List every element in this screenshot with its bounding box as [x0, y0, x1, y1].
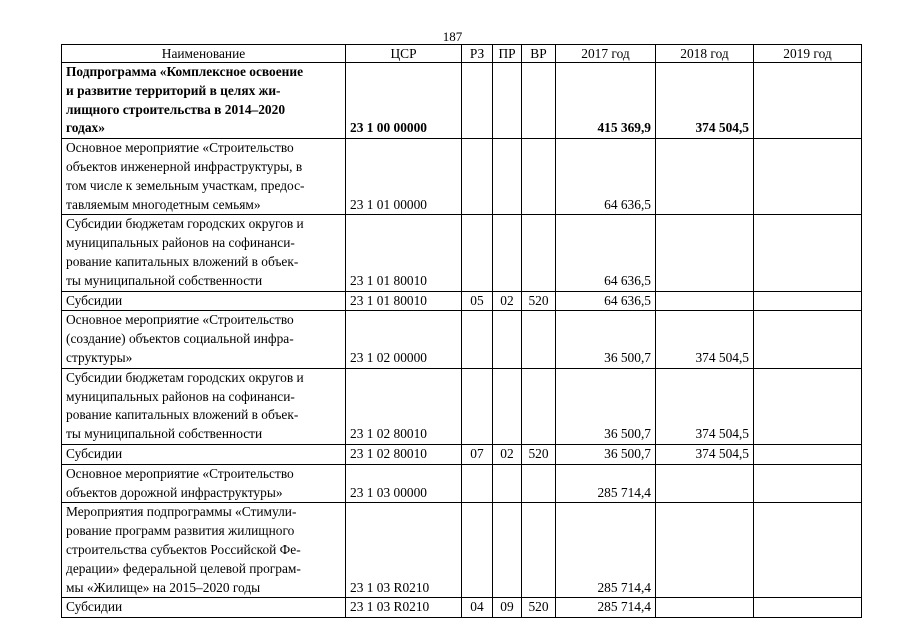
row-2017: 285 714,4 [556, 598, 656, 618]
row-name [62, 291, 346, 311]
page-number: 187 [442, 29, 463, 44]
header-name: Наименование [62, 45, 346, 63]
row-vr [522, 464, 556, 503]
row-2019 [754, 444, 862, 464]
row-name-line: рование капитальных вложений в объек- [66, 407, 299, 423]
row-rz [462, 63, 493, 139]
row-2017: 36 500,7 [556, 368, 656, 444]
row-name-line: рование капитальных вложений в объек- [66, 253, 299, 269]
row-rz: 07 [462, 444, 493, 464]
row-pr [493, 503, 522, 598]
row-rz [462, 139, 493, 215]
row-csr: 23 1 03 R0210 [346, 503, 462, 598]
row-2019 [754, 598, 862, 618]
row-name-line: годах» [66, 120, 105, 136]
header-2017: 2017 год [556, 45, 656, 63]
row-vr: 520 [522, 444, 556, 464]
row-2018 [656, 503, 754, 598]
row-csr: 23 1 01 80010 [346, 291, 462, 311]
row-rz [462, 464, 493, 503]
row-2017: 64 636,5 [556, 139, 656, 215]
row-2019 [754, 464, 862, 503]
row-name [62, 63, 346, 139]
row-name-line: строительства субъектов Российской Фе- [66, 541, 301, 557]
table-row [62, 503, 862, 598]
row-csr: 23 1 01 00000 [346, 139, 462, 215]
row-csr: 23 1 00 00000 [346, 63, 462, 139]
row-2017: 415 369,9 [556, 63, 656, 139]
row-2018 [656, 139, 754, 215]
budget-table [61, 44, 862, 618]
row-2019 [754, 368, 862, 444]
row-name [62, 368, 346, 444]
row-csr: 23 1 01 80010 [346, 215, 462, 291]
table-row [62, 63, 862, 139]
row-name-line: дерации» федеральной целевой програм- [66, 560, 301, 576]
row-vr [522, 139, 556, 215]
row-name-line: мы «Жилище» на 2015–2020 годы [66, 579, 261, 595]
table-row [62, 311, 862, 368]
row-2018: 374 504,5 [656, 63, 754, 139]
row-2017: 64 636,5 [556, 291, 656, 311]
table-row [62, 139, 862, 215]
row-name-line: структуры» [66, 349, 133, 365]
row-2018: 374 504,5 [656, 444, 754, 464]
row-name-line: тавляемым многодетным семьям» [66, 196, 261, 212]
row-2017: 64 636,5 [556, 215, 656, 291]
row-2019 [754, 63, 862, 139]
row-2018 [656, 464, 754, 503]
row-2017: 36 500,7 [556, 311, 656, 368]
row-pr: 02 [493, 291, 522, 311]
row-name [62, 139, 346, 215]
row-vr: 520 [522, 598, 556, 618]
row-pr: 09 [493, 598, 522, 618]
row-2019 [754, 311, 862, 368]
row-name-line: Подпрограмма «Комплексное освоение [66, 64, 304, 79]
row-name-line: объектов дорожной инфраструктуры» [66, 484, 283, 500]
row-2017: 285 714,4 [556, 464, 656, 503]
table-row [62, 598, 862, 618]
row-2019 [754, 215, 862, 291]
row-2017: 285 714,4 [556, 503, 656, 598]
row-name-line: Субсидии [66, 445, 123, 461]
row-name [62, 444, 346, 464]
row-name-line: Субсидии бюджетам городских округов и [66, 216, 304, 232]
row-name [62, 311, 346, 368]
row-csr: 23 1 02 80010 [346, 444, 462, 464]
table-header-row [62, 45, 862, 63]
row-name-line: муниципальных районов на софинанси- [66, 235, 295, 251]
row-pr: 02 [493, 444, 522, 464]
row-name-line: ты муниципальной собственности [66, 272, 263, 288]
row-rz [462, 503, 493, 598]
row-vr [522, 368, 556, 444]
table-row [62, 464, 862, 503]
table-row [62, 291, 862, 311]
row-pr [493, 368, 522, 444]
row-vr [522, 311, 556, 368]
header-2019: 2019 год [754, 45, 862, 63]
row-name [62, 464, 346, 503]
row-name-line: и развитие территорий в целях жи- [66, 82, 281, 98]
row-name-line: лищного строительства в 2014–2020 [66, 101, 286, 117]
table-row [62, 444, 862, 464]
row-vr: 520 [522, 291, 556, 311]
table-row [62, 215, 862, 291]
header-2018: 2018 год [656, 45, 754, 63]
row-name [62, 503, 346, 598]
row-name-line: Субсидии [66, 292, 123, 308]
row-name-line: объектов инженерной инфраструктуры, в [66, 158, 303, 174]
row-pr [493, 63, 522, 139]
row-name-line: том числе к земельным участкам, предос- [66, 177, 305, 193]
row-name-line: (создание) объектов социальной инфра- [66, 331, 294, 347]
row-csr: 23 1 02 00000 [346, 311, 462, 368]
row-2018 [656, 215, 754, 291]
row-rz [462, 215, 493, 291]
row-2019 [754, 139, 862, 215]
row-rz [462, 311, 493, 368]
row-rz: 04 [462, 598, 493, 618]
row-2018: 374 504,5 [656, 311, 754, 368]
row-name-line: Субсидии [66, 599, 123, 615]
row-pr [493, 139, 522, 215]
row-name-line: ты муниципальной собственности [66, 426, 263, 442]
row-2019 [754, 503, 862, 598]
row-pr [493, 464, 522, 503]
row-2018 [656, 598, 754, 618]
row-name-line: рование программ развития жилищного [66, 523, 295, 539]
table-body [62, 63, 862, 618]
header-rz: РЗ [462, 45, 493, 63]
row-vr [522, 503, 556, 598]
header-vr: ВР [522, 45, 556, 63]
row-rz [462, 368, 493, 444]
header-pr: ПР [493, 45, 522, 63]
row-vr [522, 215, 556, 291]
row-name-line: Мероприятия подпрограммы «Стимули- [66, 504, 297, 520]
row-name [62, 215, 346, 291]
row-name-line: Основное мероприятие «Строительство [66, 312, 294, 328]
row-vr [522, 63, 556, 139]
row-name-line: муниципальных районов на софинанси- [66, 388, 295, 404]
row-2018: 374 504,5 [656, 368, 754, 444]
table-row [62, 368, 862, 444]
header-csr: ЦСР [346, 45, 462, 63]
row-name-line: Субсидии бюджетам городских округов и [66, 369, 304, 385]
row-name-line: Основное мероприятие «Строительство [66, 140, 294, 156]
row-pr [493, 311, 522, 368]
row-csr: 23 1 03 00000 [346, 464, 462, 503]
row-rz: 05 [462, 291, 493, 311]
row-name-line: Основное мероприятие «Строительство [66, 465, 294, 481]
row-csr: 23 1 03 R0210 [346, 598, 462, 618]
row-2019 [754, 291, 862, 311]
row-2018 [656, 291, 754, 311]
row-name [62, 598, 346, 618]
row-2017: 36 500,7 [556, 444, 656, 464]
row-pr [493, 215, 522, 291]
row-csr: 23 1 02 80010 [346, 368, 462, 444]
